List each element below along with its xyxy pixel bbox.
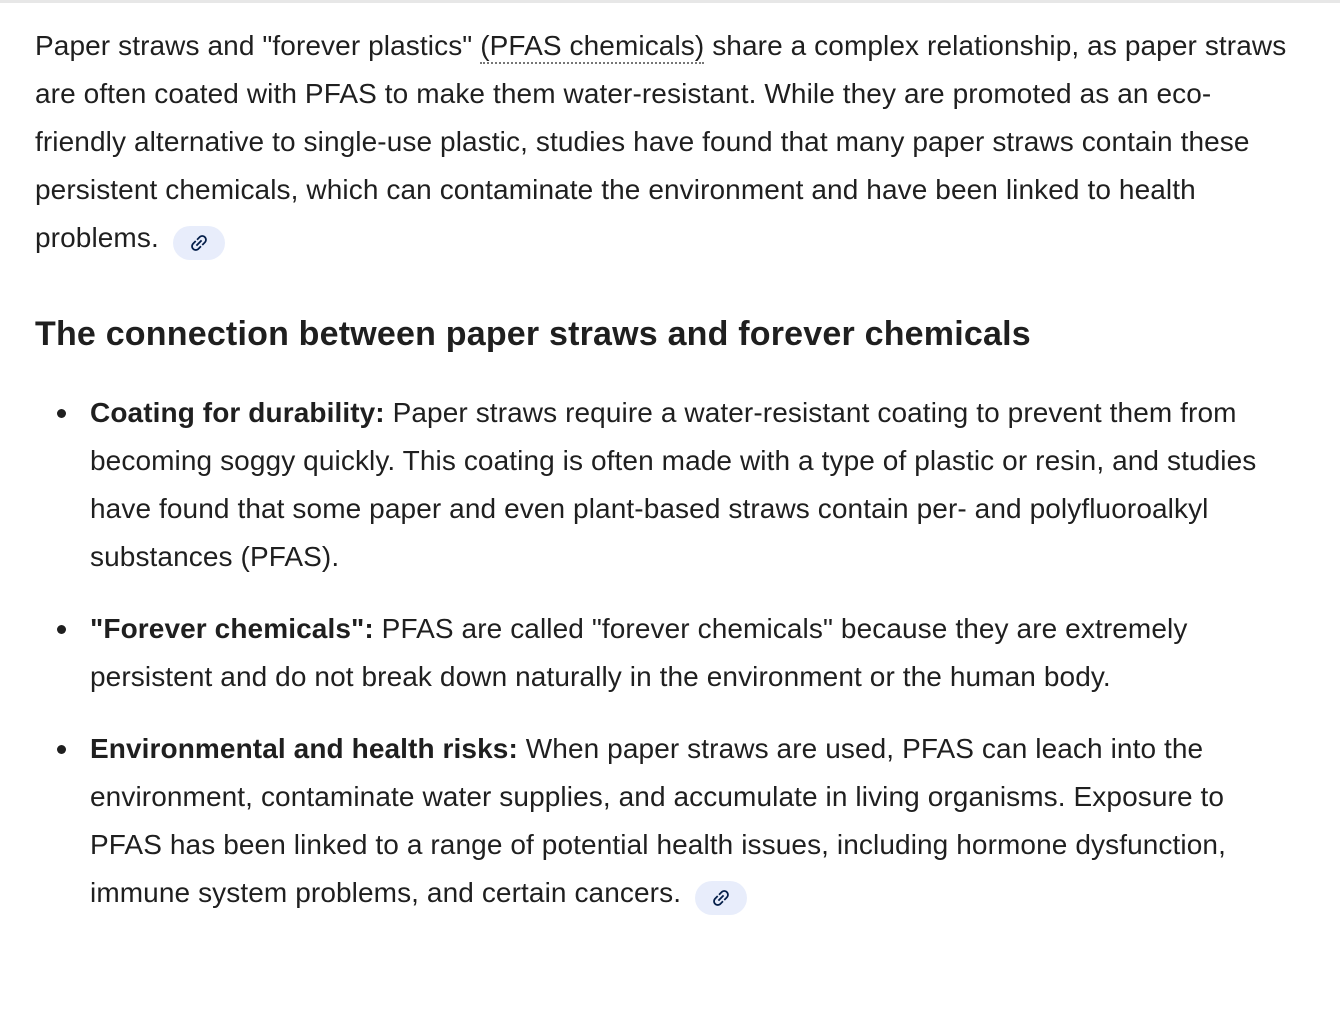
bullet-lead-in: Environmental and health risks: <box>90 733 518 764</box>
bullet-lead-in: Coating for durability: <box>90 397 385 428</box>
list-item-coating <box>35 389 1295 581</box>
intro-text-after: share a complex relationship, as paper straws are often coated with PFAS to make them water-resistant. While they are promoted as an eco-friendly alternative to single-use plastic, studies have found that many paper straws contain these persistent chemicals, which can contaminate the environment and have been linked to health problems. <box>35 30 1287 253</box>
answer-panel <box>0 3 1340 1036</box>
bullet-text: When paper straws are used, PFAS can leach into the environment, contaminate water supplies, and accumulate in living organisms. Exposure to PFAS has been linked to a range of potential health issues, including hormone dysfunction, immune system problems, and certain cancers. <box>90 733 1226 908</box>
bullet-lead-in: "Forever chemicals": <box>90 613 374 644</box>
bullet-text: Paper straws require a water-resistant coating to prevent them from becoming soggy quickly. This coating is often made with a type of plastic or resin, and studies have found that some paper and even plant-based straws contain per- and polyfluoroalkyl substances (PFAS). <box>90 397 1257 572</box>
link-icon <box>710 887 732 909</box>
pfas-chemicals-entity-link[interactable]: (PFAS chemicals) <box>480 30 704 64</box>
bullet-marker <box>57 625 66 634</box>
intro-paragraph <box>35 22 1297 262</box>
bullet-marker <box>57 745 66 754</box>
bullet-marker <box>57 409 66 418</box>
intro-text-before: Paper straws and "forever plastics" <box>35 30 481 61</box>
link-icon <box>188 232 210 254</box>
section-heading: The connection between paper straws and forever chemicals <box>35 315 1031 353</box>
bullet-text: PFAS are called "forever chemicals" because they are extremely persistent and do not break down naturally in the environment or the human body. <box>90 613 1188 692</box>
citation-link-button-risks[interactable] <box>695 881 747 915</box>
list-item-forever-chemicals <box>35 605 1295 701</box>
citation-link-button-intro[interactable] <box>173 226 225 260</box>
bullet-list <box>35 389 1302 917</box>
list-item-environmental-risks <box>35 725 1295 917</box>
